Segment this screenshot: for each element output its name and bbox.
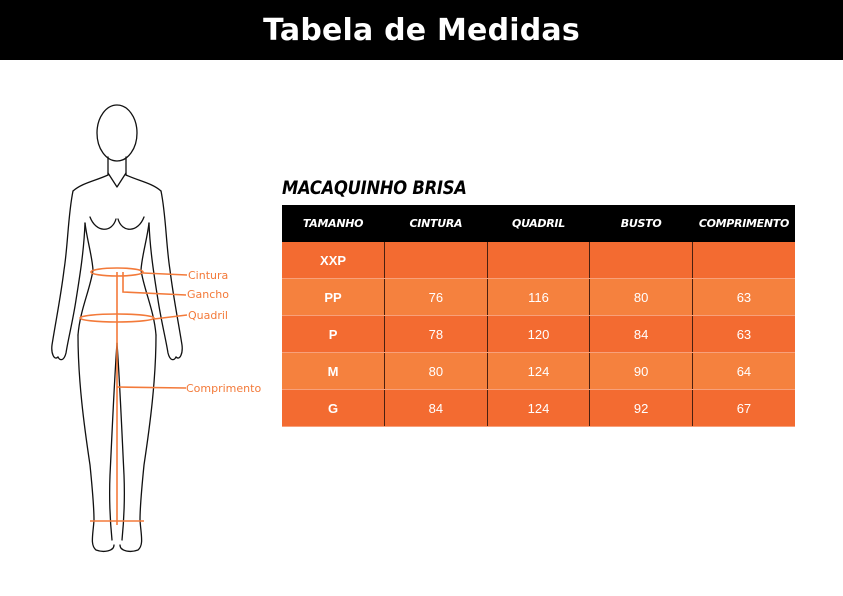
product-title: MACAQUINHO BRISA — [282, 177, 467, 199]
busto-cell: 84 — [590, 316, 693, 353]
size-cell: P — [282, 316, 385, 353]
table-row — [282, 242, 795, 279]
size-cell: XXP — [282, 242, 385, 279]
busto-cell: 80 — [590, 279, 693, 316]
cintura-cell — [385, 242, 488, 279]
busto-cell: 90 — [590, 353, 693, 390]
comprimento-cell: 67 — [692, 390, 795, 427]
body-silhouette-icon — [40, 95, 280, 565]
quadril-cell: 124 — [487, 353, 590, 390]
quadril-cell: 124 — [487, 390, 590, 427]
comprimento-cell: 63 — [692, 316, 795, 353]
busto-cell: 92 — [590, 390, 693, 427]
comprimento-cell: 64 — [692, 353, 795, 390]
label-gancho: Gancho — [187, 288, 229, 301]
size-table-header-row — [282, 205, 795, 242]
cintura-cell: 80 — [385, 353, 488, 390]
header-quadril: QUADRIL — [487, 205, 590, 242]
body-measurement-figure — [40, 95, 280, 565]
comprimento-cell — [692, 242, 795, 279]
header-busto: BUSTO — [590, 205, 693, 242]
table-row — [282, 316, 795, 353]
busto-cell — [590, 242, 693, 279]
size-cell: M — [282, 353, 385, 390]
header-tamanho: TAMANHO — [282, 205, 385, 242]
table-row — [282, 390, 795, 427]
comprimento-cell: 63 — [692, 279, 795, 316]
quadril-cell — [487, 242, 590, 279]
table-row — [282, 353, 795, 390]
cintura-cell: 76 — [385, 279, 488, 316]
header-cintura: CINTURA — [385, 205, 488, 242]
quadril-cell: 116 — [487, 279, 590, 316]
page-title: Tabela de Medidas — [263, 12, 580, 48]
size-table — [282, 205, 795, 427]
quadril-cell: 120 — [487, 316, 590, 353]
cintura-cell: 78 — [385, 316, 488, 353]
size-cell: G — [282, 390, 385, 427]
header-comprimento: COMPRIMENTO — [692, 205, 795, 242]
label-quadril: Quadril — [188, 309, 228, 322]
cintura-cell: 84 — [385, 390, 488, 427]
table-row — [282, 279, 795, 316]
size-cell: PP — [282, 279, 385, 316]
page-header — [0, 0, 843, 60]
label-cintura: Cintura — [188, 269, 229, 282]
label-comprimento: Comprimento — [186, 382, 262, 395]
